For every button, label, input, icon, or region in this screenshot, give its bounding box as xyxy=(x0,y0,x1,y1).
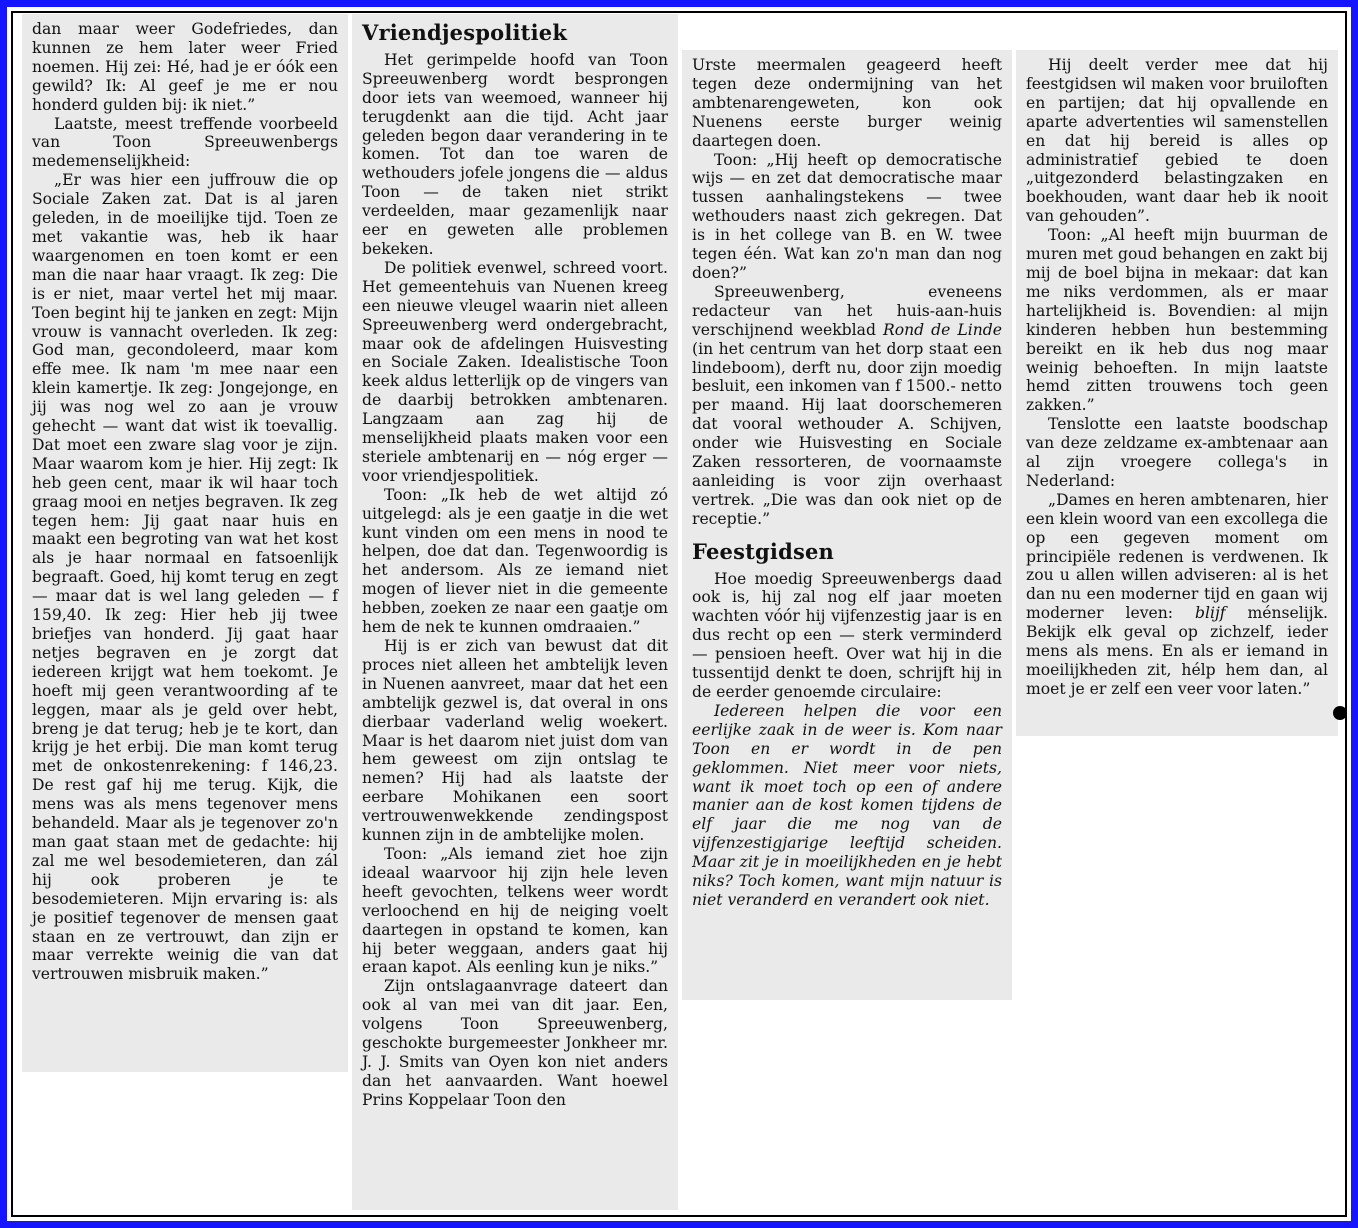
paragraph: Hoe moedig Spreeuwenbergs daad ook is, hij zal nog elf jaar moeten wachten vóór hij vijfenzestig jaar is en dus recht op een — sterk verminderd — pensioen heeft. Over wat hij in die tussentijd denkt te doen, schrijft hij in de eerder genoemde circulaire: xyxy=(692,569,1002,701)
quote-paragraph: Iedereen helpen die voor een eerlijke zaak in de weer is. Kom naar Toon en er wordt in de pen geklommen. Niet meer voor niets, want ik moet toch op een of andere manier aan de kost komen tijdens de elf jaar die me nog van de vijfenzestigjarige leeftijd scheiden. Maar zit je in moeilijkheden en je hebt niks? Toch komen, want mijn natuur is niet veranderd en verandert ook niet. xyxy=(692,701,1002,909)
paragraph xyxy=(1026,491,1328,699)
text-run: „Dames en heren ambtenaren, hier een klein woord van een excollega die op een gegeven moment om principiële redenen is verdwenen. Ik zou u allen willen adviseren: al is het dan nu een moderner tijd en gaan wij moderner leven: xyxy=(1026,490,1328,623)
paragraph: Toon: „Al heeft mijn buurman de muren met goud behangen en zakt bij mij de boel bijna in mekaar: dat kan me niks verdommen, als er maar hartelijkheid is. Bovendien: al mijn kinderen hebben hun bestemming bereikt en ik heb dus nog maar weinig behoeften. In mijn laatste hemd zitten trouwens toch geen zakken.” xyxy=(1026,226,1328,415)
text-run: (in het centrum van het dorp staat een lindeboom), derft nu, door zijn moedig besluit, een inkomen van f 1500.- netto per maand. Hij laat doorschemeren dat vooral wethouder A. Schijven, onder wie Huisvesting en Sociale Zaken ressorteren, de voornaamste aanleiding is voor zijn overhaast vertrek. „Die was dan ook niet op de receptie.” xyxy=(692,339,1002,528)
article-column-3 xyxy=(682,50,1012,1000)
article-column-4 xyxy=(1016,50,1338,736)
end-mark-bullet-icon xyxy=(1333,706,1347,720)
article-column-2 xyxy=(352,14,678,1210)
italic-title: Rond de Linde xyxy=(882,320,1002,339)
paragraph: Tenslotte een laatste boodschap van deze zeldzame ex-ambtenaar aan al zijn vroegere collega's in Nederland: xyxy=(1026,415,1328,490)
section-heading: Feestgidsen xyxy=(692,538,835,564)
article-column-1 xyxy=(22,14,348,1072)
paragraph: Toon: „Hij heeft op democratische wijs — en zet dat democratische maar tussen aanhalingstekens — twee wethouders naast zich gekregen. Dat is in het college van B. en W. twee tegen één. Wat kan zo'n man dan nog doen?” xyxy=(692,150,1002,282)
paragraph: Toon: „Als iemand ziet hoe zijn ideaal waarvoor hij zijn hele leven heeft gevochten, telkens weer wordt verloochend en hij de neiging voelt daartegen in opstand te komen, kan hij beter weggaan, anders gaat hij eraan kapot. Als eenling kun je niks.” xyxy=(362,844,668,977)
paragraph: Het gerimpelde hoofd van Toon Spreeuwenberg wordt besprongen door iets van weemoed, wanneer hij terugdenkt aan die tijd. Acht jaar geleden begon daar verandering in te komen. Tot dan toe waren de wethouders jofele jongens die — aldus Toon — de taken niet strikt verdeelden, maar gezamenlijk naar eer en geweten alle problemen bekeken. xyxy=(362,50,668,258)
paragraph: Hij deelt verder mee dat hij feestgidsen wil maken voor bruiloften en partijen; dat hij opvallende en aparte advertenties wil samenstellen en dat hij bereid is alles op administratief gebied te doen „uitgezonderd belastingzaken en boekhouden, want daar heb ik nooit van gehouden”. xyxy=(1026,56,1328,226)
paragraph: De politiek evenwel, schreed voort. Het gemeentehuis van Nuenen kreeg een nieuwe vleugel waarin niet alleen Spreeuwenberg werd ondergebracht, maar ook de afdelingen Huisvesting en Sociale Zaken. Idealistische Toon keek aldus letterlijk op de vingers van de daarbij betrokken ambtenaren. Langzaam aan zag hij de menselijkheid plaats maken voor een steriele ambtenarij en — nóg erger — voor vriendjespolitiek. xyxy=(362,258,668,485)
paragraph: dan maar weer Godefriedes, dan kunnen ze hem later weer Fried noemen. Hij zei: Hé, had je er óók een gewild? Ik: Al geef je me er nou honderd gulden bij: ik niet.” xyxy=(32,20,338,114)
paragraph: Laatste, meest treffende voorbeeld van Toon Spreeuwenbergs medemenselijkheid: xyxy=(32,114,338,171)
paragraph xyxy=(692,283,1002,529)
paragraph: „Er was hier een juffrouw die op Sociale Zaken zat. Dat is al jaren geleden, in de moeilijke tijd. Toen ze met vakantie was, heb ik haar waargenomen en toen komt er een man die naar haar vraagt. Ik zeg: Die is er niet, maar vertel het mij maar. Toen begint hij te janken en zegt: Mijn vrouw is vannacht overleden. Ik zeg: God man, gecondoleerd, maar kom effe mee. Ik nam 'm mee naar een klein kamertje. Ik zeg: Jongejonge, en jij was nog wel zo aan je vrouw gehecht — want dat wist ik toevallig. Dat moet een zware slag voor je zijn. Maar waarom kom je hier. Hij zegt: Ik heb geen cent, maar ik wil haar toch graag mooi en netjes begraven. Ik zeg tegen hem: Jij gaat naar huis en maakt een begroting van wat het kost als je haar normaal en fatsoenlijk begraaft. Goed, hij komt terug en zegt — maar dat is wel lang geleden — f 159,40. Ik zeg: Hier heb jij twee briefjes van honderd. Jij gaat haar netjes begraven en je zorgt dat iedereen krijgt wat hem toekomt. Je hoeft mij geen verantwoording af te leggen, maar als je geld over hebt, breng je dat terug; heb je te kort, dan krijg je het erbij. Die man komt terug met de onkostenrekening: f 146,23. De rest gaf hij me terug. Kijk, die mens was als mens tegenover mens behandeld. Maar als je tegenover zo'n man gaat staan met de gedachte: hij zal me wel besodemieteren, dan zál hij ook proberen je te besodemieteren. Mijn ervaring is: als je positief tegenover de mensen gaat staan en ze vertrouwt, dan zijn er maar verrekte weinig die van dat vertrouwen misbruik maken.” xyxy=(32,171,338,984)
paragraph: Zijn ontslagaanvrage dateert dan ook al van mei van dit jaar. Een, volgens Toon Spreeuwenberg, geschokte burgemeester Jonkheer mr. J. J. Smits van Oyen kon niet anders dan het aanvaarden. Want hoewel Prins Koppelaar Toon den xyxy=(362,977,668,1109)
paragraph: Toon: „Ik heb de wet altijd zó uitgelegd: als je een gaatje in die wet kunt vinden om een mens in nood te helpen, doe dat dan. Tegenwoordig is het andersom. Als ze iemand niet mogen of liever niet in die gemeente hebben, zoeken ze naar een gaatje om hem de nek te kunnen omdraaien.” xyxy=(362,485,668,637)
section-heading: Vriendjespolitiek xyxy=(362,20,568,45)
text-run: Spreeuwenberg, eveneens redacteur van het huis-aan-huis verschijnend weekblad xyxy=(692,282,1002,339)
paragraph: Hij is er zich van bewust dat dit proces niet alleen het ambtelijk leven in Nuenen aanvreet, maar dat het een ambtelijk gezwel is, dat overal in ons dierbaar vaderland welig woekert. Maar is het daarom niet juist dom van hem geweest om zijn ontslag te nemen? Hij had als laatste der eerbare Mohikanen een soort vertrouwenwekkende zendingspost kunnen zijn in de ambtelijke molen. xyxy=(362,637,668,845)
paragraph: Urste meermalen geageerd heeft tegen deze ondermijning van het ambtenarengeweten, kon ook Nuenens eerste burger weinig daartegen doen. xyxy=(692,56,1002,150)
text-run: ménselijk. Bekijk elk geval op zichzelf, ieder mens als mens. En als er iemand in moeilijkheden zit, hélp hem dan, al moet je er zelf een veer voor laten.” xyxy=(1026,604,1328,698)
italic-word: blijf xyxy=(1194,604,1226,623)
